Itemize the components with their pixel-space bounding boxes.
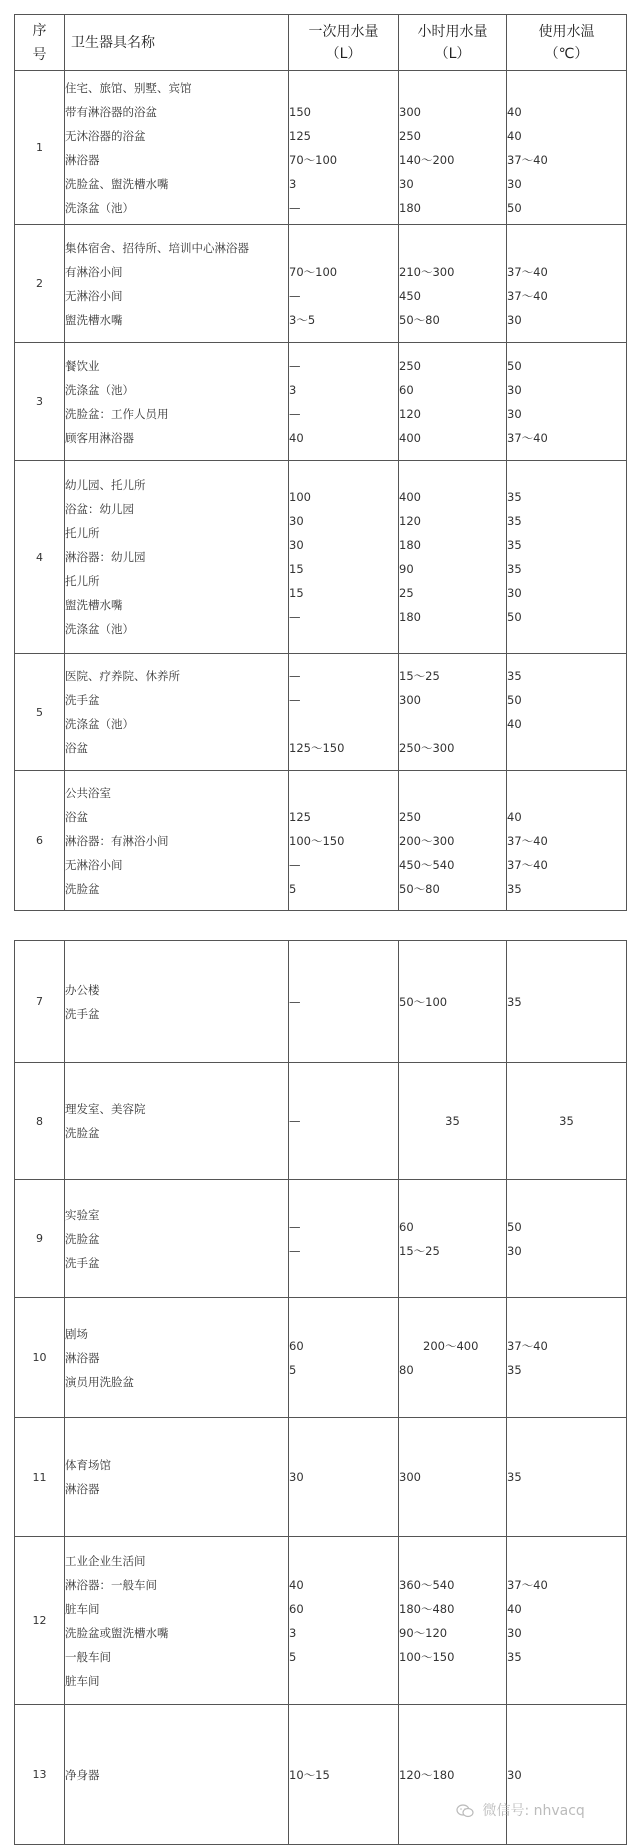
hour-volume: 360～540 180～480 90～120 100～150 bbox=[399, 1537, 507, 1705]
once-volume: — bbox=[289, 941, 399, 1063]
row-number: 1 bbox=[15, 71, 65, 225]
watermark bbox=[456, 1800, 585, 1820]
fixture-names: 公共浴室 浴盆 淋浴器：有淋浴小间 无淋浴小间 洗脸盆 bbox=[65, 771, 289, 911]
water-temp: 40 40 37～40 30 50 bbox=[507, 71, 627, 225]
hour-volume: 300 bbox=[399, 1418, 507, 1537]
fixture-names: 住宅、旅馆、别墅、宾馆 带有淋浴器的浴盆 无沐浴器的浴盆 淋浴器 洗脸盆、盥洗槽水嘴 洗涤盆（池） bbox=[65, 71, 289, 225]
water-temp: 37～40 37～40 30 bbox=[507, 225, 627, 343]
once-volume: 10～15 bbox=[289, 1705, 399, 1845]
hour-volume: 250 200～300 450～540 50～80 bbox=[399, 771, 507, 911]
once-volume: 30 bbox=[289, 1418, 399, 1537]
hour-volume: 400 120 180 90 25 180 bbox=[399, 461, 507, 654]
once-volume: 40 60 3 5 bbox=[289, 1537, 399, 1705]
row-number: 7 bbox=[15, 941, 65, 1063]
fixture-names: 医院、疗养院、休养所 洗手盆 洗涤盆（池） 浴盆 bbox=[65, 654, 289, 771]
once-volume: 125 100～150 — 5 bbox=[289, 771, 399, 911]
header-name: 卫生器具名称 bbox=[65, 15, 289, 71]
hour-volume: 300 250 140～200 30 180 bbox=[399, 71, 507, 225]
fixture-names: 工业企业生活间 淋浴器：一般车间 脏车间 洗脸盆或盥洗槽水嘴 一般车间 脏车间 bbox=[65, 1537, 289, 1705]
table-row bbox=[15, 1180, 627, 1298]
wechat-logo-icon bbox=[456, 1804, 474, 1818]
row-number: 9 bbox=[15, 1180, 65, 1298]
header-once: 一次用水量 （L） bbox=[289, 15, 399, 71]
table-row bbox=[15, 771, 627, 911]
water-temp: 35 bbox=[507, 1063, 627, 1180]
header-hour: 小时用水量 （L） bbox=[399, 15, 507, 71]
header-temp: 使用水温 （℃） bbox=[507, 15, 627, 71]
table-row bbox=[15, 1298, 627, 1418]
header-no: 序号 bbox=[15, 15, 65, 71]
once-volume: 70～100 — 3～5 bbox=[289, 225, 399, 343]
hour-volume: 250 60 120 400 bbox=[399, 343, 507, 461]
water-temp: 35 bbox=[507, 1418, 627, 1537]
row-number: 6 bbox=[15, 771, 65, 911]
row-number: 4 bbox=[15, 461, 65, 654]
once-volume: 150 125 70～100 3 — bbox=[289, 71, 399, 225]
fixture-names: 办公楼 洗手盆 bbox=[65, 941, 289, 1063]
hour-volume: 15～25 300 250～300 bbox=[399, 654, 507, 771]
water-use-table-lower bbox=[14, 940, 627, 1845]
once-volume: 100 30 30 15 15 — bbox=[289, 461, 399, 654]
row-number: 10 bbox=[15, 1298, 65, 1418]
once-volume: 60 5 bbox=[289, 1298, 399, 1418]
once-volume: — bbox=[289, 1063, 399, 1180]
table-row bbox=[15, 461, 627, 654]
row-number: 11 bbox=[15, 1418, 65, 1537]
water-temp: 37～40 35 bbox=[507, 1298, 627, 1418]
row-number: 3 bbox=[15, 343, 65, 461]
fixture-names: 体育场馆 淋浴器 bbox=[65, 1418, 289, 1537]
table-row bbox=[15, 941, 627, 1063]
water-temp: 35 50 40 bbox=[507, 654, 627, 771]
water-temp: 35 bbox=[507, 941, 627, 1063]
table-row bbox=[15, 1705, 627, 1845]
fixture-names: 理发室、美容院 洗脸盆 bbox=[65, 1063, 289, 1180]
hour-volume: 200～400 80 bbox=[399, 1298, 507, 1418]
hour-volume: 50～100 bbox=[399, 941, 507, 1063]
fixture-names: 餐饮业 洗涤盆（池） 洗脸盆：工作人员用 顾客用淋浴器 bbox=[65, 343, 289, 461]
table-row bbox=[15, 1063, 627, 1180]
hour-volume: 60 15～25 bbox=[399, 1180, 507, 1298]
water-temp: 50 30 bbox=[507, 1180, 627, 1298]
once-volume: — — 125～150 bbox=[289, 654, 399, 771]
fixture-names: 剧场 淋浴器 演员用洗脸盆 bbox=[65, 1298, 289, 1418]
watermark-text: 微信号: nhvacq bbox=[482, 1803, 585, 1819]
table-row bbox=[15, 1418, 627, 1537]
water-temp: 50 30 30 37～40 bbox=[507, 343, 627, 461]
table-header-row bbox=[15, 15, 627, 71]
hour-volume: 120～180 bbox=[399, 1705, 507, 1845]
fixture-names: 净身器 bbox=[65, 1705, 289, 1845]
table-row bbox=[15, 71, 627, 225]
row-number: 8 bbox=[15, 1063, 65, 1180]
once-volume: — 3 — 40 bbox=[289, 343, 399, 461]
once-volume: — — bbox=[289, 1180, 399, 1298]
fixture-names: 幼儿园、托儿所 浴盆：幼儿园 托儿所 淋浴器：幼儿园 托儿所 盥洗槽水嘴 洗涤盆（池） bbox=[65, 461, 289, 654]
row-number: 12 bbox=[15, 1537, 65, 1705]
fixture-names: 集体宿舍、招待所、培训中心淋浴器 有淋浴小间 无淋浴小间 盥洗槽水嘴 bbox=[65, 225, 289, 343]
table-row bbox=[15, 343, 627, 461]
table-row bbox=[15, 225, 627, 343]
table-row bbox=[15, 1537, 627, 1705]
water-temp: 40 37～40 37～40 35 bbox=[507, 771, 627, 911]
water-temp: 30 bbox=[507, 1705, 627, 1845]
hour-volume: 210～300 450 50～80 bbox=[399, 225, 507, 343]
water-use-table-upper bbox=[14, 14, 627, 911]
row-number: 5 bbox=[15, 654, 65, 771]
hour-volume: 35 bbox=[399, 1063, 507, 1180]
water-temp: 37～40 40 30 35 bbox=[507, 1537, 627, 1705]
fixture-names: 实验室 洗脸盆 洗手盆 bbox=[65, 1180, 289, 1298]
table-row bbox=[15, 654, 627, 771]
water-temp: 35 35 35 35 30 50 bbox=[507, 461, 627, 654]
row-number: 2 bbox=[15, 225, 65, 343]
row-number: 13 bbox=[15, 1705, 65, 1845]
